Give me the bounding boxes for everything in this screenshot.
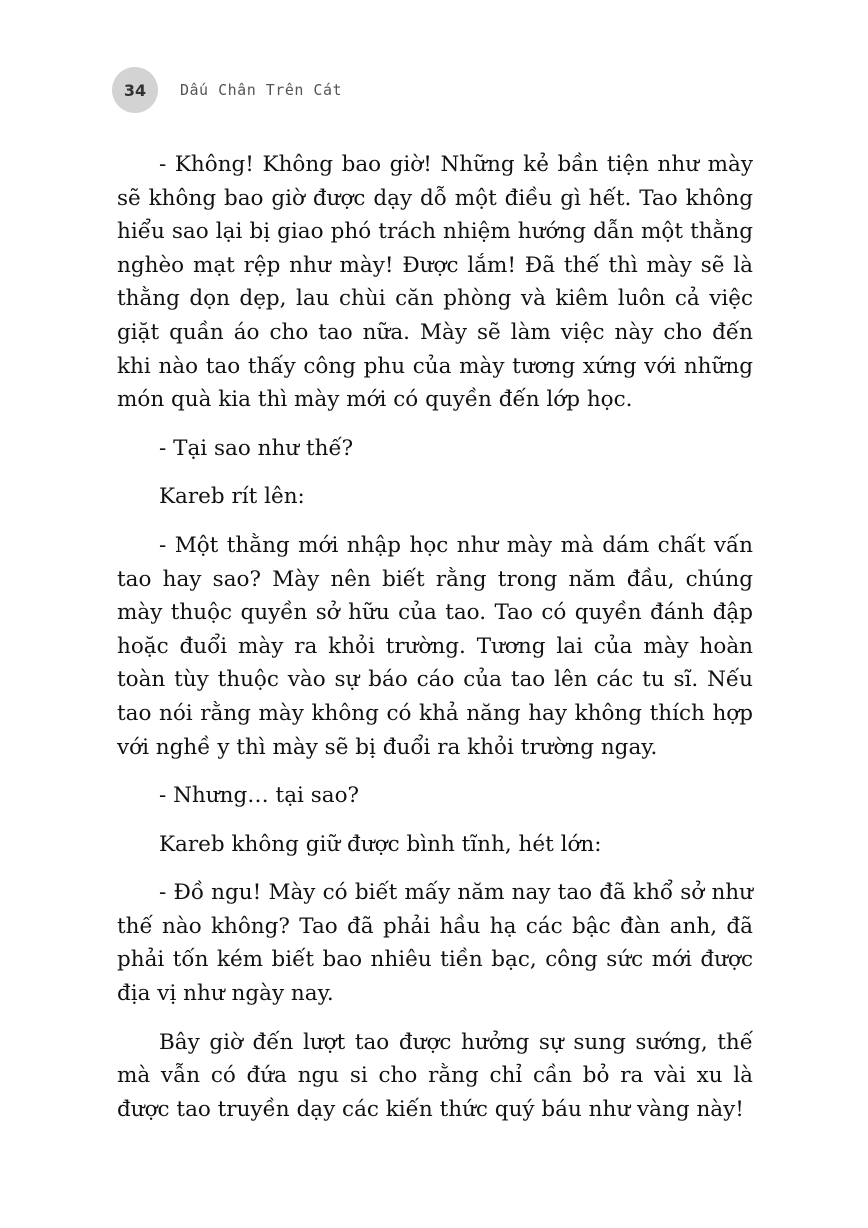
paragraph: - Một thằng mới nhập học như mày mà dám chất vấn tao hay sao? Mày nên biết rằng trong năm đầu, chúng mày thuộc quyền sở hữu của tao. Tao có quyền đánh đập hoặc đuổi mày ra khỏi trường. Tương lai của mày hoàn toàn tùy thuộc vào sự báo cáo của tao lên các tu sĩ. Nếu tao nói rằng mày không có khả năng hay không thích hợp với nghề y thì mày sẽ bị đuổi ra khỏi trường ngay. <box>117 532 753 760</box>
paragraph: - Tại sao như thế? <box>159 435 354 461</box>
paragraph: Bây giờ đến lượt tao được hưởng sự sung sướng, thế mà vẫn có đứa ngu si cho rằng chỉ cần bỏ ra vài xu là được tao truyền dạy các kiến thức quý báu như vàng này! <box>117 1029 753 1122</box>
paragraph: - Không! Không bao giờ! Những kẻ bần tiện như mày sẽ không bao giờ được dạy dỗ một điều gì hết. Tao không hiểu sao lại bị giao phó trách nhiệm hướng dẫn một thằng nghèo mạt rệp như mày! Được lắm! Đã thế thì mày sẽ là thằng dọn dẹp, lau chùi căn phòng và kiêm luôn cả việc giặt quần áo cho tao nữa. Mày sẽ làm việc này cho đến khi nào tao thấy công phu của mày tương xứng với những món quà kia thì mày mới có quyền đến lớp học. <box>117 152 753 413</box>
page-number-badge <box>112 67 158 113</box>
paragraph: Kareb rít lên: <box>159 484 305 510</box>
paragraph: Kareb không giữ được bình tĩnh, hét lớn: <box>159 831 602 857</box>
paragraph: - Đồ ngu! Mày có biết mấy năm nay tao đã khổ sở như thế nào không? Tao đã phải hầu hạ các bậc đàn anh, đã phải tốn kém biết bao nhiêu tiền bạc, công sức mới được địa vị như ngày nay. <box>117 880 753 1007</box>
paragraph: - Nhưng… tại sao? <box>159 783 360 809</box>
body-text <box>117 148 753 1141</box>
book-title: Dấu Chân Trên Cát <box>180 81 343 99</box>
running-header <box>112 67 342 113</box>
page-number: 34 <box>123 80 147 100</box>
